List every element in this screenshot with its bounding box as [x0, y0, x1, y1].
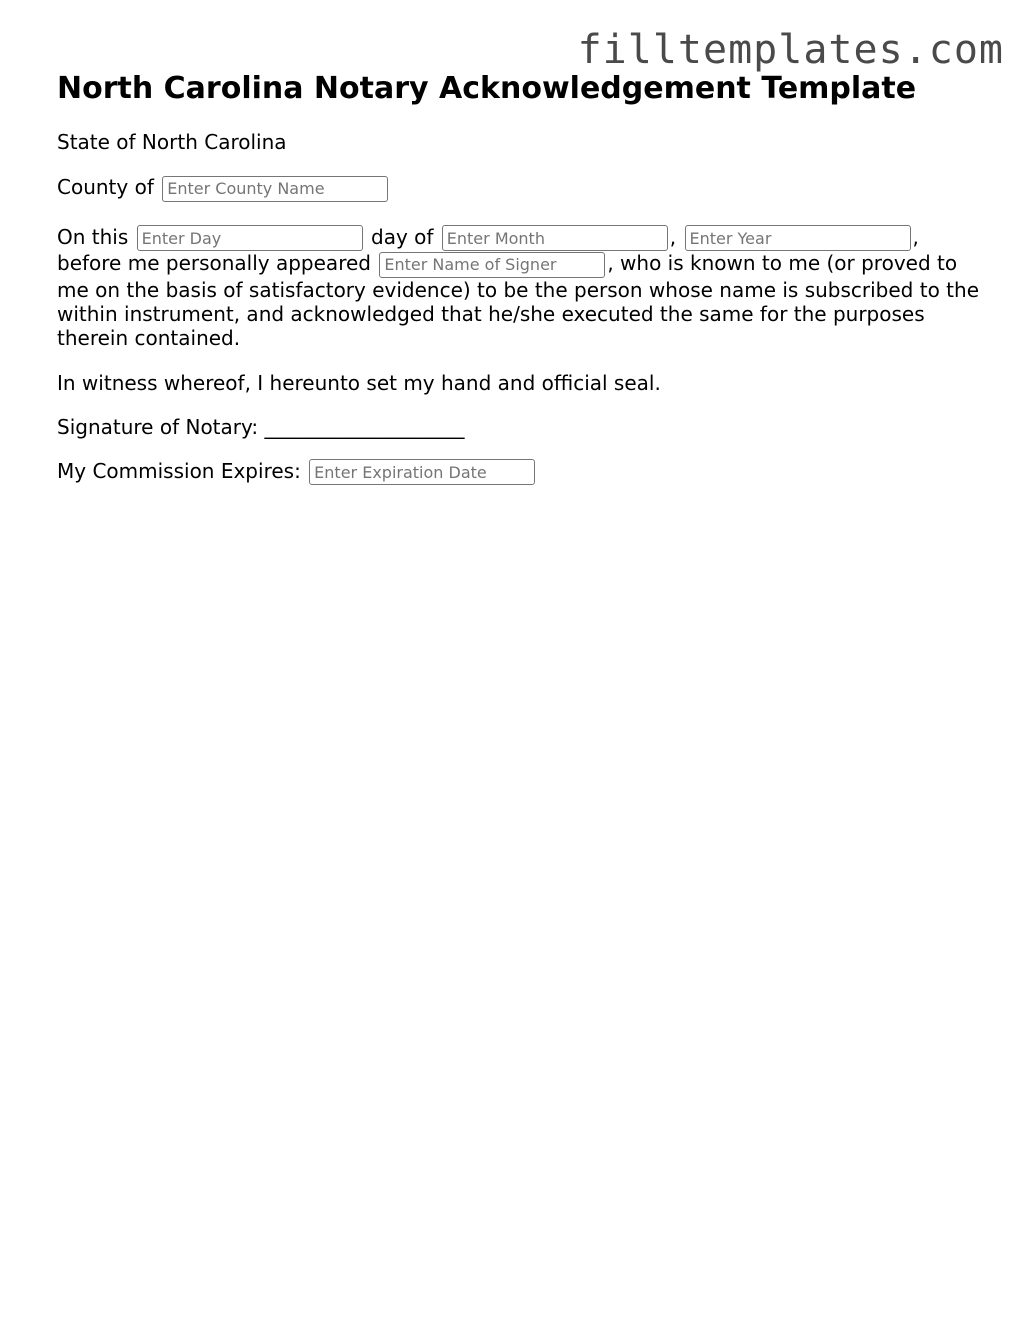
comma-text: ,: [669, 224, 677, 249]
county-input[interactable]: [162, 176, 388, 202]
county-line: [57, 175, 987, 202]
signature-label: Signature of Notary:: [57, 414, 259, 439]
document-body: [57, 70, 987, 485]
before-me-text: before me personally appeared: [57, 251, 371, 275]
watermark-logo: filltemplates.com: [577, 27, 1004, 73]
witness-line: In witness whereof, I hereunto set my hand and official seal.: [57, 370, 661, 395]
signer-name-input[interactable]: [379, 252, 605, 278]
day-input[interactable]: [137, 225, 363, 251]
signature-blank: ____________________: [264, 414, 465, 439]
expiration-date-input[interactable]: [309, 459, 535, 485]
commission-label: My Commission Expires:: [57, 458, 301, 483]
year-input[interactable]: [685, 225, 911, 251]
day-of-text: day of: [371, 224, 434, 249]
on-this-text: On this: [57, 224, 129, 249]
month-input[interactable]: [442, 225, 668, 251]
county-label: County of: [57, 175, 154, 199]
signature-line: [57, 415, 987, 439]
state-line: State of North Carolina: [57, 130, 287, 154]
acknowledgement-paragraph: [57, 225, 987, 350]
page-title: North Carolina Notary Acknowledgement Template: [57, 71, 917, 106]
acknowledgement-text: , who is known to me (or proved to me on the basis of satisfactory evidence) to be the person whose name is subscribed to the within instrument, and acknowledged that he/she executed the same for the purposes therein contained.: [57, 251, 979, 350]
commission-line: [57, 459, 987, 486]
comma-text: ,: [912, 224, 919, 249]
